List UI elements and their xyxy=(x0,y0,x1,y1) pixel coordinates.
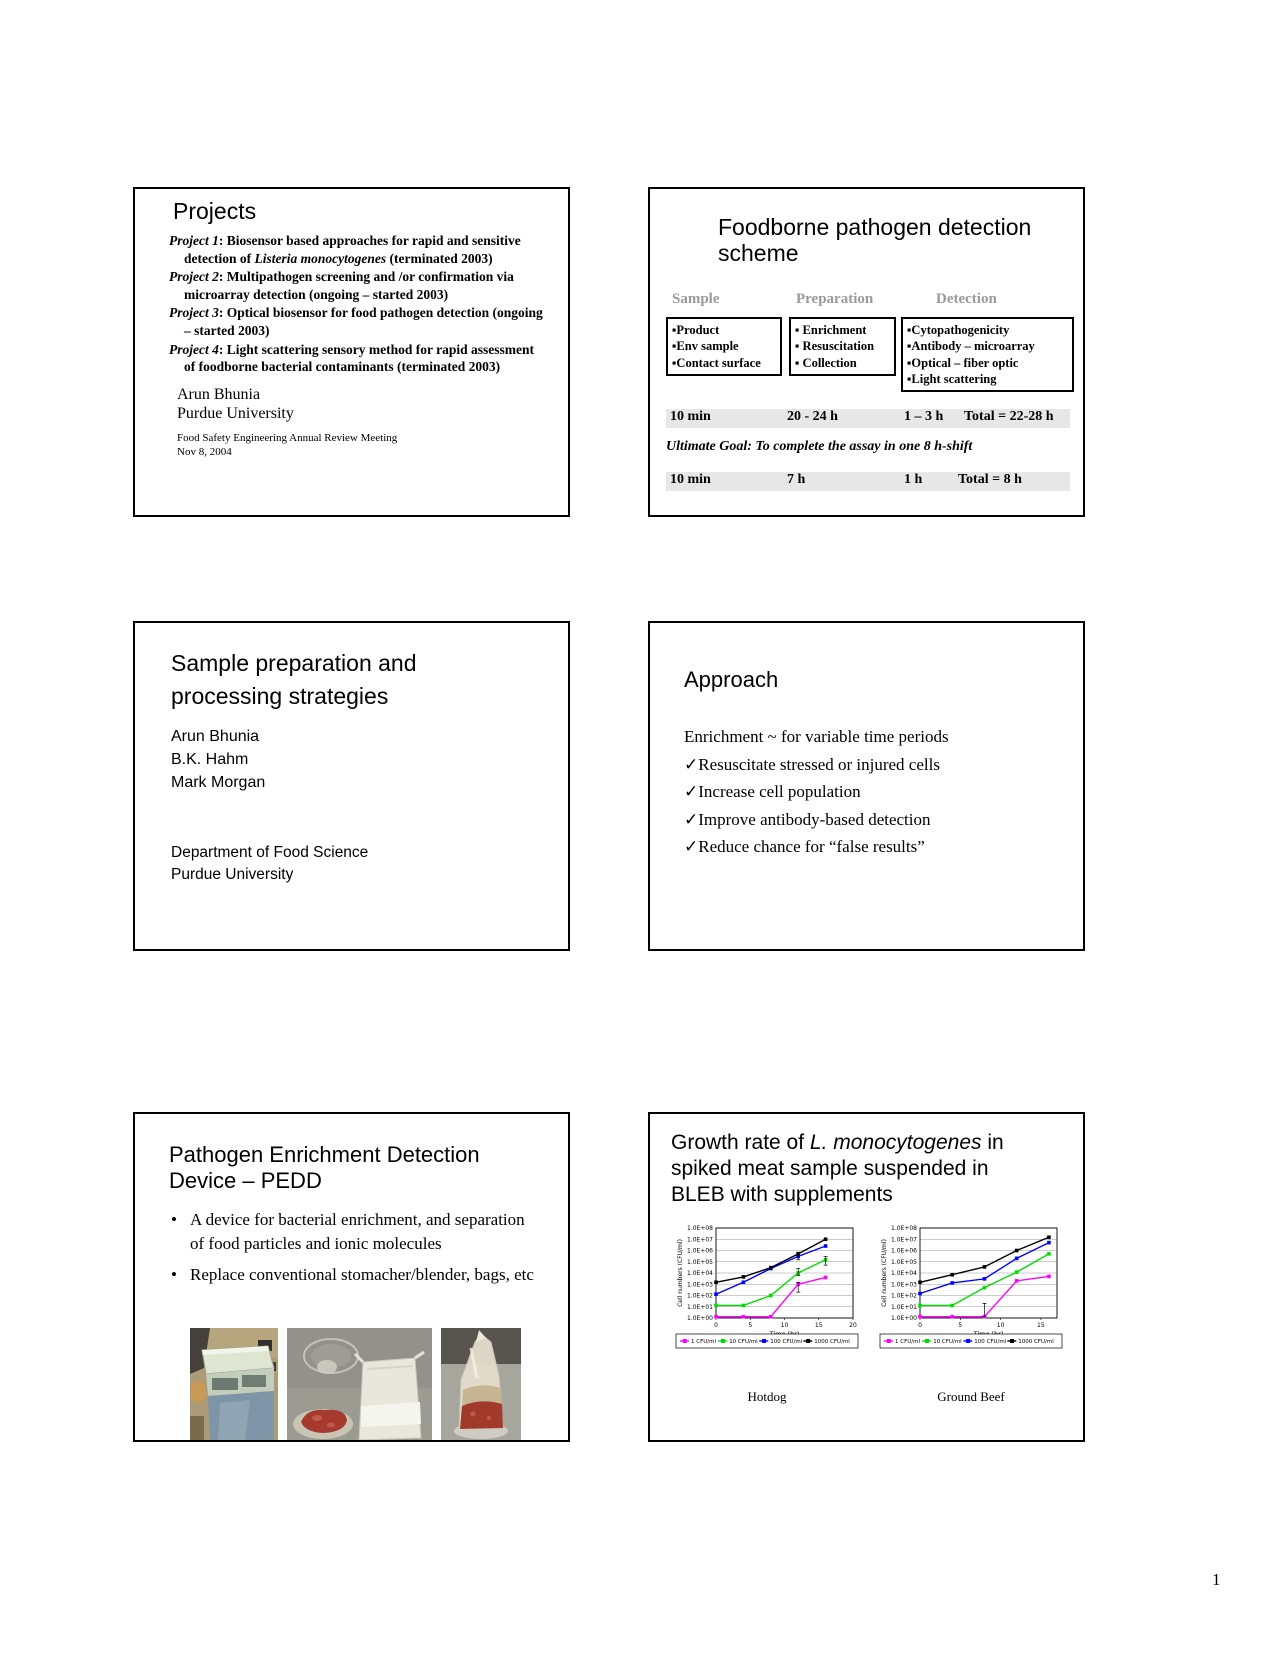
pedd-photo-strip xyxy=(190,1328,521,1441)
check-item: ✓Increase cell population xyxy=(684,782,861,802)
preparation-box xyxy=(789,317,896,376)
chart-caption: Hotdog xyxy=(747,1389,787,1404)
chart-caption: Ground Beef xyxy=(937,1389,1005,1404)
slide-pedd xyxy=(133,1112,570,1442)
sample-item: ▪Env sample xyxy=(672,339,739,354)
detection-item: ▪Optical – fiber optic xyxy=(907,355,1019,370)
svg-text:1.0E+08: 1.0E+08 xyxy=(687,1225,713,1232)
svg-text:1.0E+06: 1.0E+06 xyxy=(891,1247,917,1255)
svg-text:15: 15 xyxy=(814,1322,823,1329)
author-affiliation: Purdue University xyxy=(177,404,294,422)
svg-text:1 CFU/ml: 1 CFU/ml xyxy=(895,1339,921,1345)
sample-item: ▪Product xyxy=(672,323,720,337)
bullet-item: • Replace conventional stomacher/blender, bags, etc xyxy=(169,1263,543,1287)
page-number: 1 xyxy=(1212,1570,1221,1589)
svg-text:1.0E+06: 1.0E+06 xyxy=(687,1247,713,1255)
svg-text:1.0E+04: 1.0E+04 xyxy=(891,1270,917,1277)
preparation-item: ▪ Enrichment xyxy=(795,323,867,337)
svg-text:1.0E+07: 1.0E+07 xyxy=(891,1236,917,1244)
svg-text:Cell numbers (CFU/ml): Cell numbers (CFU/ml) xyxy=(881,1239,888,1307)
slide-title: Sample preparation and processing strategies xyxy=(171,650,417,709)
svg-text:Cell numbers (CFU/ml): Cell numbers (CFU/ml) xyxy=(677,1239,684,1307)
author-name: Mark Morgan xyxy=(171,773,266,791)
project-item-1: Project 1: Biosensor based approaches for rapid and sensitive detection of Listeria monocytogenes (terminated 2003) xyxy=(169,233,521,266)
project-list xyxy=(169,232,547,375)
svg-text:1.0E+07: 1.0E+07 xyxy=(687,1236,713,1244)
svg-text:0: 0 xyxy=(918,1322,922,1329)
pedd-bullets xyxy=(169,1208,543,1287)
meeting-footer xyxy=(177,431,568,460)
bullet-item: • A device for bacterial enrichment, and separation of food particles and ionic molecules xyxy=(171,1209,525,1253)
timing-total: Total = 8 h xyxy=(958,472,1022,487)
check-item: ✓Resuscitate stressed or injured cells xyxy=(684,754,940,774)
slide-title: Approach xyxy=(684,667,779,692)
bullet-glyph: • xyxy=(171,1209,177,1229)
svg-text:1.0E+01: 1.0E+01 xyxy=(687,1303,713,1311)
slide-title: Foodborne pathogen detection scheme xyxy=(718,214,1032,266)
slide-detection-scheme xyxy=(648,187,1085,517)
svg-text:1.0E+04: 1.0E+04 xyxy=(687,1270,713,1277)
authors-list xyxy=(171,726,568,794)
svg-text:10: 10 xyxy=(996,1322,1005,1329)
timing-row-current xyxy=(666,409,1070,428)
preparation-item: ▪ Collection xyxy=(795,355,857,370)
timing-sample: 10 min xyxy=(670,472,711,487)
spiked-meat-bag-photo xyxy=(441,1328,521,1441)
ground-beef-growth-chart xyxy=(878,1222,1064,1374)
detection-item: ▪Light scattering xyxy=(907,371,997,386)
stomacher-bag-and-beaker-photo xyxy=(287,1328,432,1441)
svg-text:5: 5 xyxy=(958,1322,963,1329)
preparation-item: ▪ Resuscitation xyxy=(795,339,875,354)
hotdog-growth-chart xyxy=(674,1222,860,1374)
svg-text:1.0E+02: 1.0E+02 xyxy=(687,1292,713,1300)
timing-detection: 1 – 3 h xyxy=(904,409,944,424)
svg-text:1 CFU/ml: 1 CFU/ml xyxy=(691,1339,717,1345)
meeting-name: Food Safety Engineering Annual Review Meeting xyxy=(177,432,398,445)
svg-text:10: 10 xyxy=(780,1322,789,1329)
meeting-date: Nov 8, 2004 xyxy=(177,446,232,459)
timing-detection: 1 h xyxy=(904,472,923,487)
slide-title: Pathogen Enrichment Detection Device – PEDD xyxy=(169,1142,480,1194)
svg-text:1000 CFU/ml: 1000 CFU/ml xyxy=(1018,1339,1054,1345)
svg-text:15: 15 xyxy=(1037,1322,1045,1329)
pedd-device-photo xyxy=(190,1328,278,1441)
check-item: ✓Reduce chance for “false results” xyxy=(684,837,925,857)
department-name: Department of Food Science xyxy=(171,844,369,862)
ultimate-goal: Ultimate Goal: To complete the assay in one 8 h-shift xyxy=(666,439,973,454)
svg-text:100 CFU/ml: 100 CFU/ml xyxy=(770,1339,803,1345)
column-header-detection: Detection xyxy=(936,291,997,307)
svg-text:1.0E+05: 1.0E+05 xyxy=(687,1258,713,1266)
author-name: Arun Bhunia xyxy=(177,385,261,403)
slide-projects xyxy=(133,187,570,517)
sample-box xyxy=(666,317,782,376)
slide-growth-rate xyxy=(648,1112,1085,1442)
project-item-3: Project 3: Optical biosensor for food pathogen detection (ongoing – started 2003) xyxy=(169,305,543,339)
approach-intro: Enrichment ~ for variable time periods xyxy=(684,727,949,746)
svg-text:10 CFU/ml: 10 CFU/ml xyxy=(729,1339,758,1345)
slide-approach xyxy=(648,621,1085,951)
department-block xyxy=(171,842,568,885)
hotdog-chart-block xyxy=(674,1222,860,1405)
timing-sample: 10 min xyxy=(670,409,711,424)
svg-text:1.0E+03: 1.0E+03 xyxy=(891,1281,917,1289)
svg-text:1.0E+08: 1.0E+08 xyxy=(891,1225,917,1232)
svg-text:0: 0 xyxy=(714,1322,718,1329)
timing-preparation: 20 - 24 h xyxy=(787,409,838,424)
column-header-preparation: Preparation xyxy=(796,291,874,307)
slide-title: Projects xyxy=(173,198,257,224)
approach-body xyxy=(684,723,1083,861)
author-name: B.K. Hahm xyxy=(171,751,249,769)
slide-title: Growth rate of L. monocytogenes in spiked meat sample suspended in BLEB with supplements xyxy=(671,1131,1004,1207)
detection-item: ▪Antibody – microarray xyxy=(907,339,1035,354)
timing-total: Total = 22-28 h xyxy=(964,409,1054,424)
project-item-2: Project 2: Multipathogen screening and /or confirmation via microarray detection (ongoing – started 2003) xyxy=(169,269,514,302)
svg-text:20: 20 xyxy=(849,1322,857,1329)
svg-text:1.0E+05: 1.0E+05 xyxy=(891,1258,917,1266)
svg-text:10 CFU/ml: 10 CFU/ml xyxy=(933,1339,962,1345)
author-block xyxy=(177,385,568,423)
svg-text:1.0E+02: 1.0E+02 xyxy=(891,1292,917,1300)
column-header-sample: Sample xyxy=(672,291,720,307)
svg-text:1000 CFU/ml: 1000 CFU/ml xyxy=(814,1339,850,1345)
author-name: Arun Bhunia xyxy=(171,728,260,746)
svg-text:1.0E+00: 1.0E+00 xyxy=(891,1315,917,1322)
university-name: Purdue University xyxy=(171,866,294,884)
svg-text:1.0E+03: 1.0E+03 xyxy=(687,1281,713,1289)
svg-text:1.0E+00: 1.0E+00 xyxy=(687,1315,713,1322)
detection-box xyxy=(901,317,1074,392)
slide-sample-preparation xyxy=(133,621,570,951)
ground-beef-chart-block xyxy=(878,1222,1064,1405)
detection-item: ▪Cytopathogenicity xyxy=(907,323,1010,337)
sample-item: ▪Contact surface xyxy=(672,355,761,370)
timing-row-goal xyxy=(666,472,1070,491)
svg-text:1.0E+01: 1.0E+01 xyxy=(891,1303,917,1311)
project-item-4: Project 4: Light scattering sensory method for rapid assessment of foodborne bacterial contaminants (terminated 2003) xyxy=(169,341,534,375)
svg-text:100 CFU/ml: 100 CFU/ml xyxy=(974,1339,1007,1345)
timing-preparation: 7 h xyxy=(787,472,806,487)
check-item: ✓Improve antibody-based detection xyxy=(684,809,931,829)
svg-text:5: 5 xyxy=(748,1322,753,1329)
bullet-glyph: • xyxy=(171,1265,177,1285)
